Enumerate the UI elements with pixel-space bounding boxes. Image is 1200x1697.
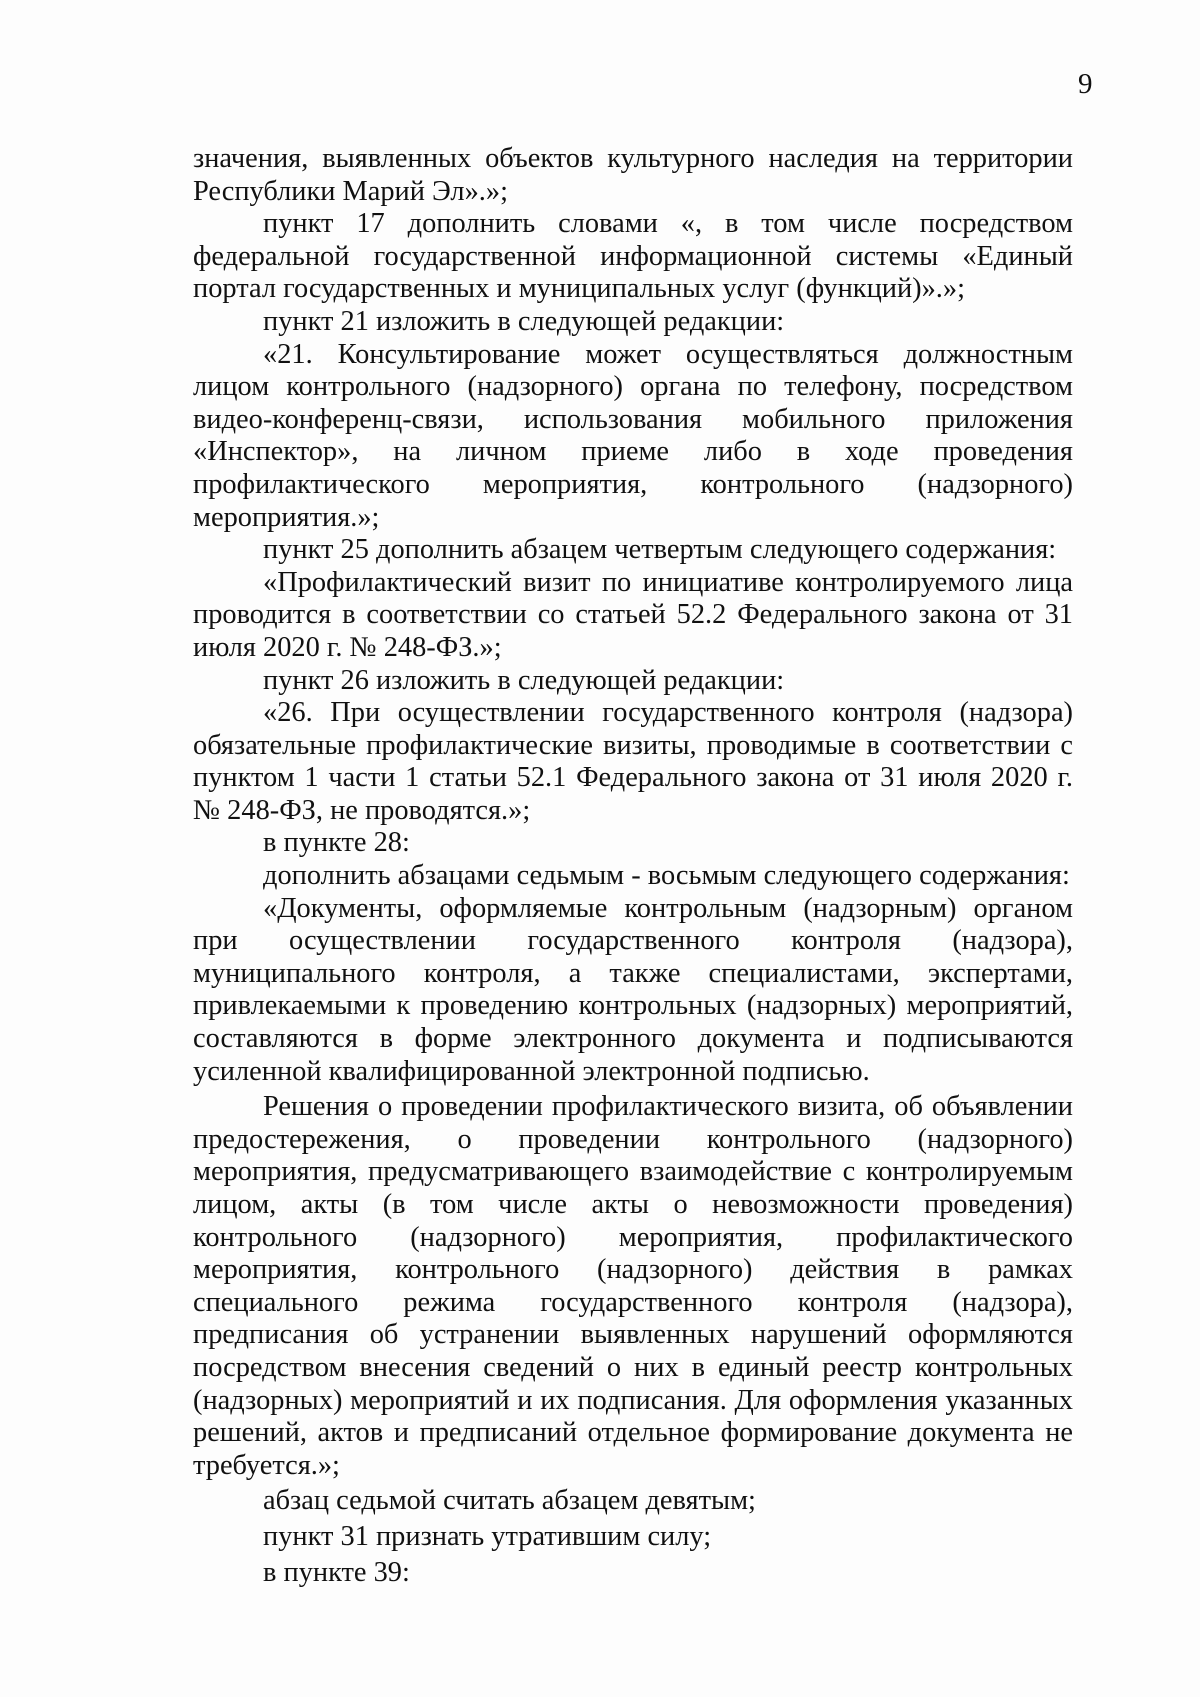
paragraph-15: в пункте 39: xyxy=(263,1556,410,1588)
paragraph-13: абзац седьмой считать абзацем девятым; xyxy=(263,1485,756,1517)
paragraph-11: «Документы, оформляемые контрольным (надзорным) органом при осуществлении государственного контроля (надзора), муниципального контроля, а также специалистами, экспертами, привлекаемыми к проведению контрольных (надзорных) мероприятий, составляются в форме электронного документа и подписываются усиленной квалифицированной электронной подписью. xyxy=(193,892,1073,1087)
paragraph-7: пункт 26 изложить в следующей редакции: xyxy=(263,664,785,696)
paragraph-9: в пункте 28: xyxy=(263,827,410,859)
paragraph-1: значения, выявленных объектов культурного наследия на территории Республики Марий Эл».»; xyxy=(193,143,1073,207)
paragraph-5: пункт 25 дополнить абзацем четвертым следующего содержания: xyxy=(263,534,1057,566)
paragraph-14: пункт 31 признать утратившим силу; xyxy=(263,1520,712,1552)
paragraph-10: дополнить абзацами седьмым - восьмым следующего содержания: xyxy=(263,860,1070,892)
document-body xyxy=(193,143,1073,1589)
paragraph-12: Решения о проведении профилактического визита, об объявлении предостережения, о проведении контрольного (надзорного) мероприятия, предусматривающего взаимодействие с контролируемым лицом, акты (в том числе акты о невозможности проведения) контрольного (надзорного) мероприятия, профилактического мероприятия, контрольного (надзорного) действия в рамках специального режима государственного контроля (надзора), предписания об устранении выявленных нарушений оформляются посредством внесения сведений о них в единый реестр контрольных (надзорных) мероприятий и их подписания. Для оформления указанных решений, актов и предписаний отдельное формирование документа не требуется.»; xyxy=(193,1091,1073,1481)
paragraph-3: пункт 21 изложить в следующей редакции: xyxy=(263,305,785,337)
paragraph-6: «Профилактический визит по инициативе контролируемого лица проводится в соответствии со статьей 52.2 Федерального закона от 31 июля 2020 г. № 248-ФЗ.»; xyxy=(193,566,1073,663)
paragraph-2: пункт 17 дополнить словами «, в том числе посредством федеральной государственной информационной системы «Единый портал государственных и муниципальных услуг (функций)».»; xyxy=(193,208,1073,305)
paragraph-8: «26. При осуществлении государственного контроля (надзора) обязательные профилактические визиты, проводимые в соответствии с пунктом 1 части 1 статьи 52.1 Федерального закона от 31 июля 2020 г. № 248-ФЗ, не проводятся.»; xyxy=(193,697,1073,826)
paragraph-4: «21. Консультирование может осуществляться должностным лицом контрольного (надзорного) органа по телефону, посредством видео-конференц-связи, использования мобильного приложения «Инспектор», на личном приеме либо в ходе проведения профилактического мероприятия, контрольного (надзорного) мероприятия.»; xyxy=(193,338,1073,533)
page-number: 9 xyxy=(1078,68,1093,100)
